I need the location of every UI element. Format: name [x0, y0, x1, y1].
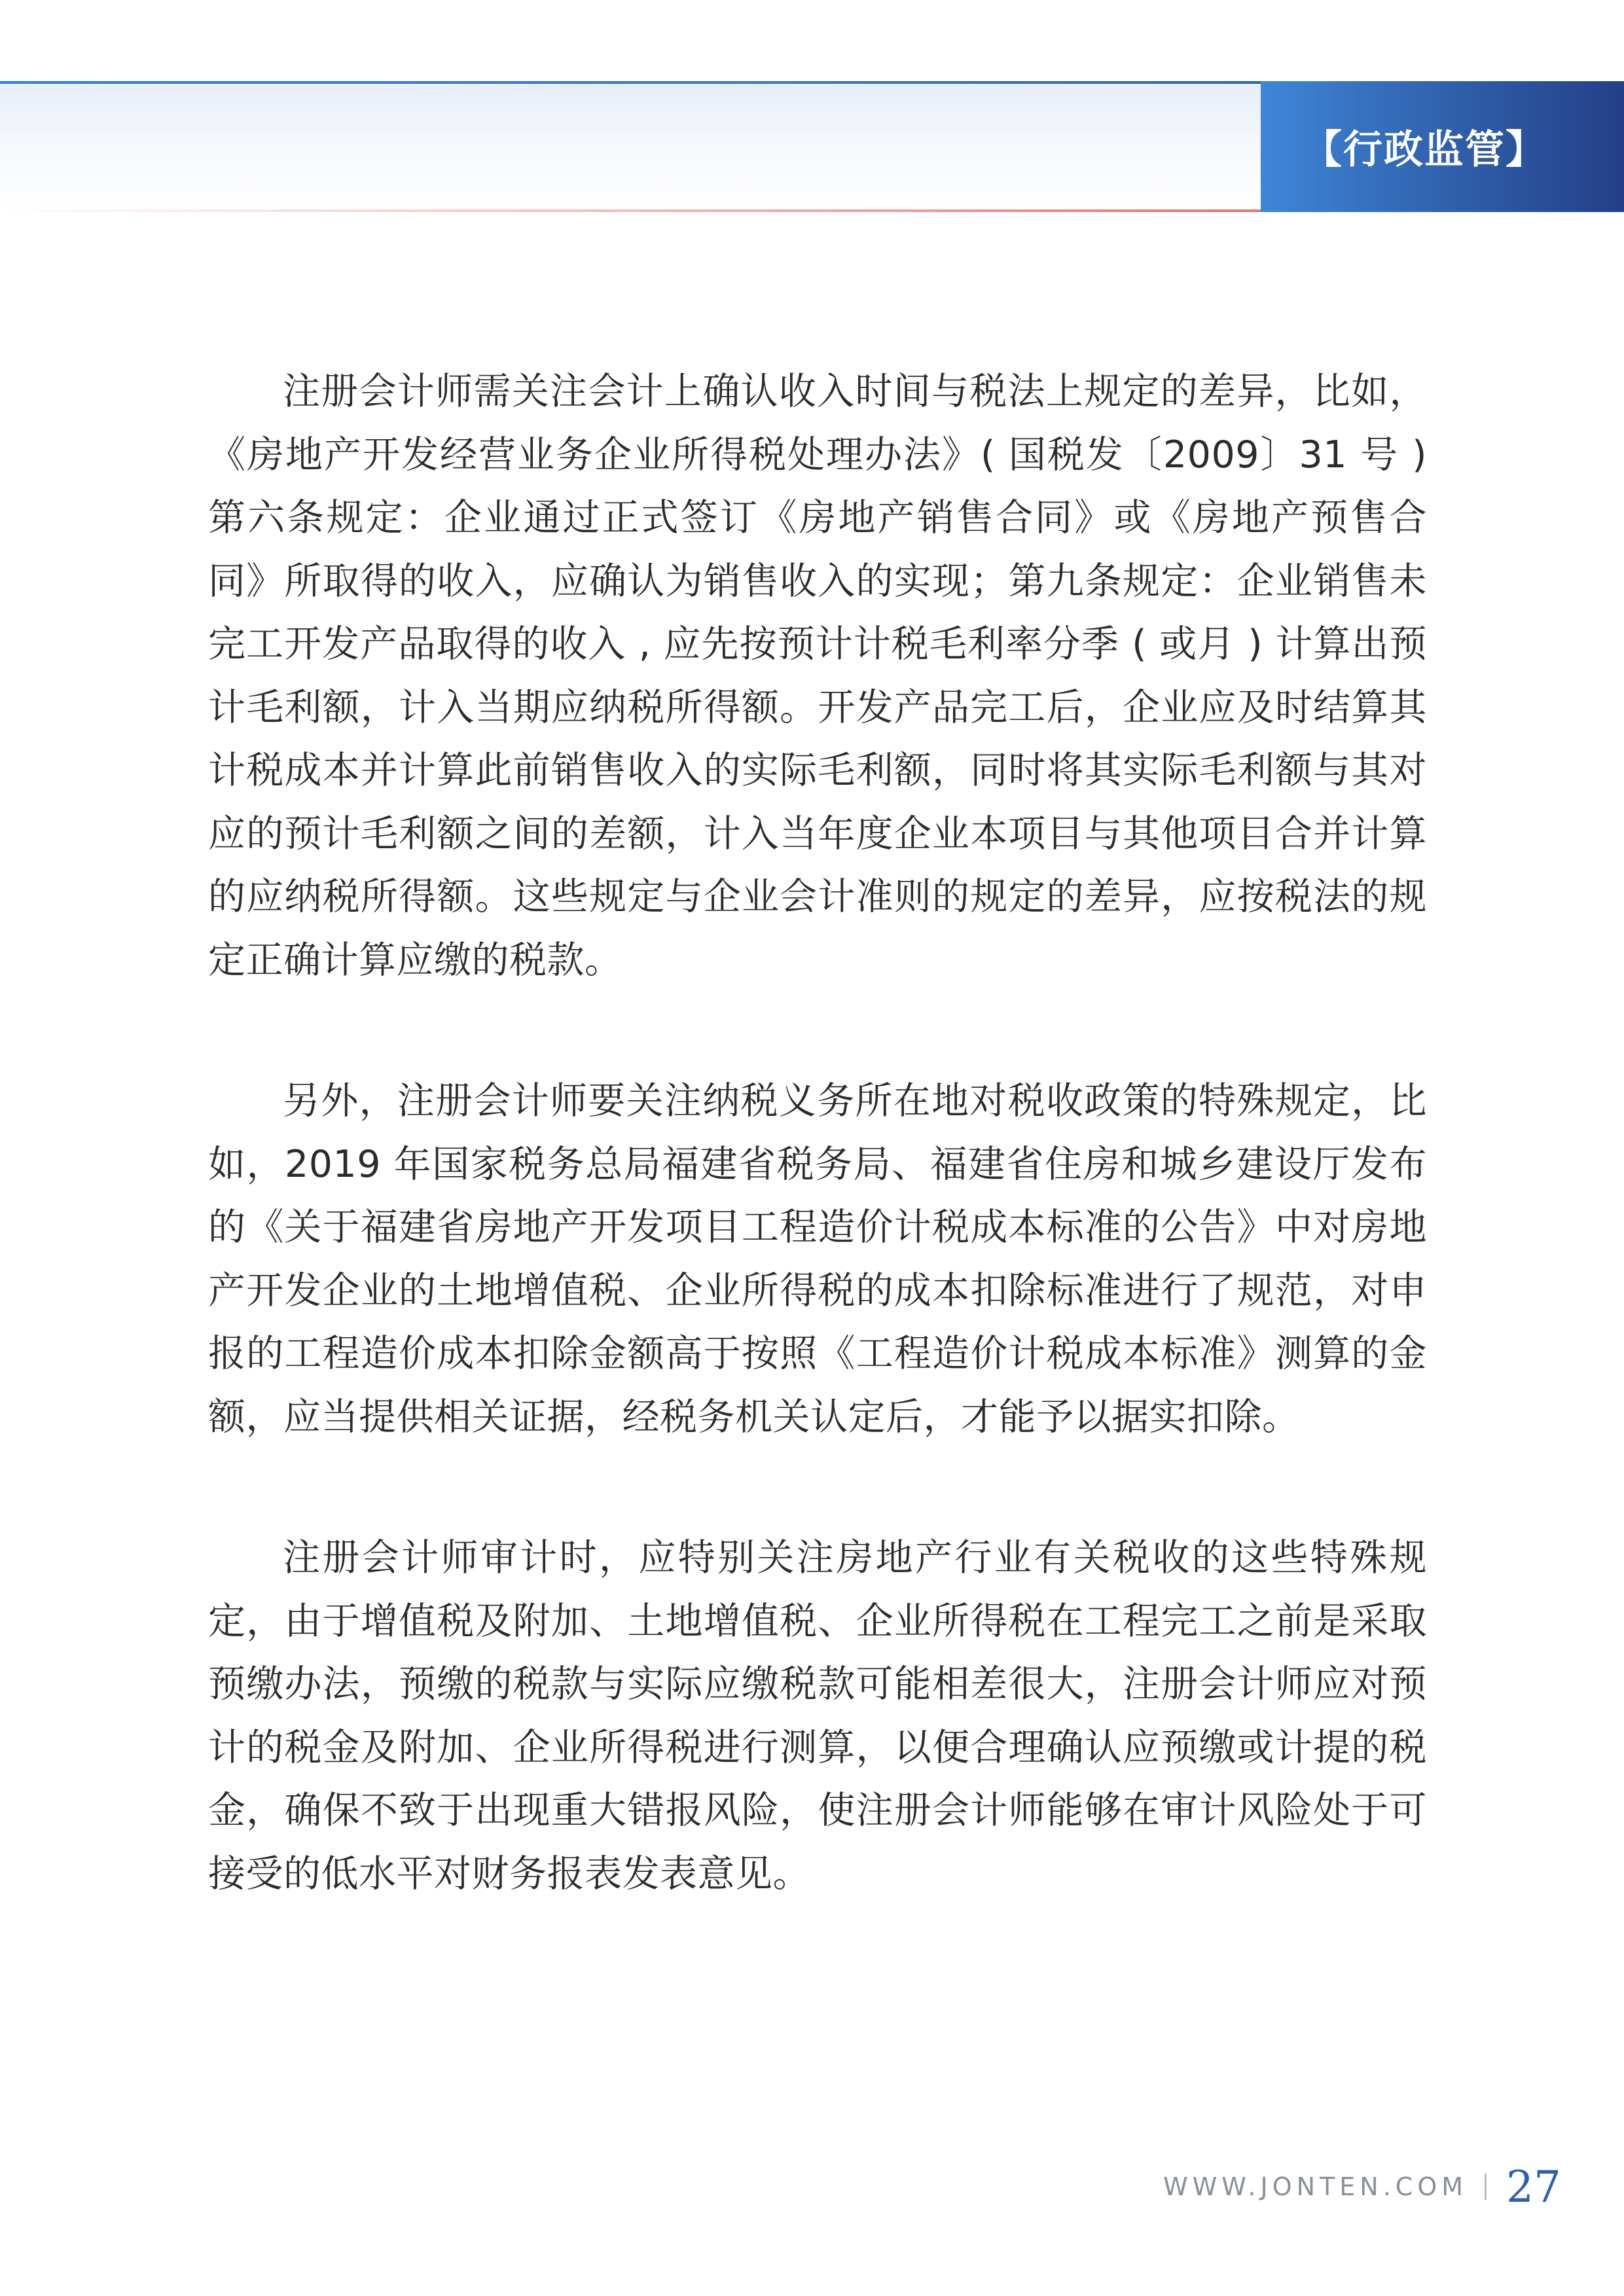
paragraph-1: 注册会计师需关注会计上确认收入时间与税法上规定的差异，比如，《房地产开发经营业务企业所得税处理办法》( 国税发〔2009〕31 号 ) 第六条规定：企业通过正式签订《房地产销售合同》或《房地产预售合同》所取得的收入，应确认为销售收入的实现；第九条规定：企业销售未完工开发产品取得的收入 , 应先按预计计税毛利率分季 ( 或月 ) 计算出预计毛利额，计入当期应纳税所得额。开发产品完工后，企业应及时结算其计税成本并计算此前销售收入的实际毛利额，同时将其实际毛利额与其对应的预计毛利额之间的差额，计入当年度企业本项目与其他项目合并计算的应纳税所得额。这些规定与企业会计准则的规定的差异，应按税法的规定正确计算应缴的税款。	[208, 370, 1427, 982]
paragraph-2: 另外，注册会计师要关注纳税义务所在地对税收政策的特殊规定，比如，2019 年国家税务总局福建省税务局、福建省住房和城乡建设厅发布的《关于福建省房地产开发项目工程造价计税成本标准的公告》中对房地产开发企业的土地增值税、企业所得税的成本扣除标准进行了规范，对申报的工程造价成本扣除金额高于按照《工程造价计税成本标准》测算的金额，应当提供相关证据，经税务机关认定后，才能予以据实扣除。	[208, 1079, 1427, 1439]
header-band	[0, 84, 1261, 212]
page-number: 27	[1506, 2161, 1561, 2212]
header-bottom-rule	[0, 209, 1261, 212]
section-tab	[1261, 81, 1624, 212]
footer-divider	[1485, 2174, 1487, 2200]
page-footer	[1163, 2157, 1561, 2216]
paragraph-3: 注册会计师审计时，应特别关注房地产行业有关税收的这些特殊规定，由于增值税及附加、土地增值税、企业所得税在工程完工之前是采取预缴办法，预缴的税款与实际应缴税款可能相差很大，注册会计师应对预计的税金及附加、企业所得税进行测算，以便合理确认应预缴或计提的税金，确保不致于出现重大错报风险，使注册会计师能够在审计风险处于可接受的低水平对财务报表发表意见。	[208, 1536, 1427, 1895]
article-body	[208, 360, 1427, 1983]
section-label: 【行政监管】	[1303, 127, 1546, 173]
footer-website: WWW.JONTEN.COM	[1163, 2172, 1468, 2201]
